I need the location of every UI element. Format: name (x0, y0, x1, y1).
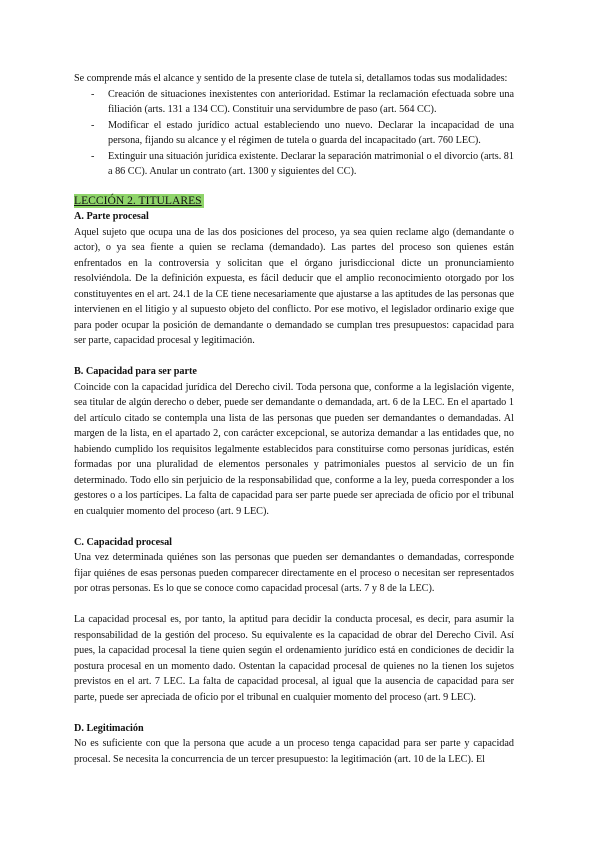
section-paragraph: No es suficiente con que la persona que acude a un proceso tenga capacidad para ser parte y capacidad procesal. Se necesita la concurrencia de un tercer presupuesto: la legitimación (art. 10 de la LEC). El (74, 738, 514, 765)
section-paragraph: La capacidad procesal es, por tanto, la aptitud para decidir la conducta procesal, es decir, para asumir la responsabilidad de la gestión del proceso. Su equivalente es la capacidad de obrar del Derecho Civil. Así pues, la capacidad procesal la tiene quien según el ordenamiento jurídico está en condiciones de decidir la postura procesal en un momento dado. Ostentan la capacidad procesal de quienes no la tienen los sujetos previstos en el art. 7 LEC. La falta de capacidad procesal, al igual que la ausencia de capacidad para ser parte, puede ser apreciada de oficio por el tribunal en cualquier momento del proceso (art. 9 LEC). (74, 614, 514, 703)
section-paragraph: Una vez determinada quiénes son las personas que pueden ser demandantes o demandadas, corresponde fijar quiénes de esas personas pueden comparecer directamente en el proceso o necesitan ser representados por otras personas. Es lo que se conoce como capacidad procesal (arts. 7 y 8 de la LEC). (74, 552, 514, 594)
section-paragraph: Aquel sujeto que ocupa una de las dos posiciones del proceso, ya sea quien reclame algo (demandante o actor), o ya sea fiente a quien se reclama (demandado). Las partes del proceso son quienes están enfrentados en la controversia y solicitan que el órgano jurisdiccional dicte un pronunciamiento resolviéndola. De la definición expuesta, es fácil deducir que el amplio reconocimiento otorgado por los constituyentes en el art. 24.1 de la CE tiene necesariamente que ajustarse a las aptitudes de las personas que intervienen en el litigio y al supuesto objeto del conflicto. Por ese motivo, el legislador ordinario exige que para poder ocupar la posición de demandante o demandado se cumplan tres presupuestos: capacidad para ser parte, capacidad procesal y legitimación. (74, 226, 514, 346)
section-legitimacion (74, 721, 514, 768)
list-item: - Extinguir una situación jurídica existente. Declarar la separación matrimonial o el divorcio (arts. 81 a 86 CC). Anular un contrato (art. 1300 y siguientes del CC). (92, 149, 514, 180)
section-parte-procesal (74, 209, 514, 349)
section-capacidad-ser-parte (74, 364, 514, 519)
section-heading: C. Capacidad procesal (74, 536, 173, 548)
section-heading: B. Capacidad para ser parte (74, 366, 197, 377)
intro-paragraph: Se comprende más el alcance y sentido de la presente clase de tutela si, detallamos todas sus modalidades: (74, 73, 508, 84)
modalities-list (74, 87, 514, 180)
intro-block (74, 71, 514, 180)
section-heading: D. Legitimación (74, 722, 144, 734)
section-heading: A. Parte procesal (74, 211, 149, 222)
document-page (74, 71, 514, 767)
lesson-title: LECCIÓN 2. TITULARES (74, 193, 202, 207)
list-item: - Creación de situaciones inexistentes con anterioridad. Estimar la reclamación efectuada sobre una filiación (arts. 131 a 134 CC). Constituir una servidumbre de paso (art. 564 CC). (92, 87, 514, 118)
list-item: - Modificar el estado jurídico actual estableciendo uno nuevo. Declarar la incapacidad de una persona, fijando su alcance y el régimen de tutela o guarda del incapacitado (art. 760 LEC). (92, 118, 514, 149)
section-capacidad-procesal (74, 535, 514, 706)
section-paragraph: Coincide con la capacidad jurídica del Derecho civil. Toda persona que, conforme a la legislación vigente, sea titular de algún derecho o deber, puede ser demandante o demandada, art. 6 de la LEC. En el apartado 1 del artículo citado se contempla una lista de las personas que pueden ser demandantes o demandadas. Al margen de la lista, en el apartado 2, con carácter excepcional, se autoriza demandar a las entidades que, no habiendo cumplido los requisitos legalmente establecidos para constituirse como personas jurídicas, estén formadas por una pluralidad de elementos personales y patrimoniales puestos al servicio de un fin determinado. Todo ello sin perjuicio de la responsabilidad que, conforme a la ley, pueda corresponder a los gestores o a los partícipes. La falta de capacidad para ser parte puede ser apreciada de oficio por el tribunal en cualquier momento del proceso (art. 9 LEC). (74, 381, 514, 517)
